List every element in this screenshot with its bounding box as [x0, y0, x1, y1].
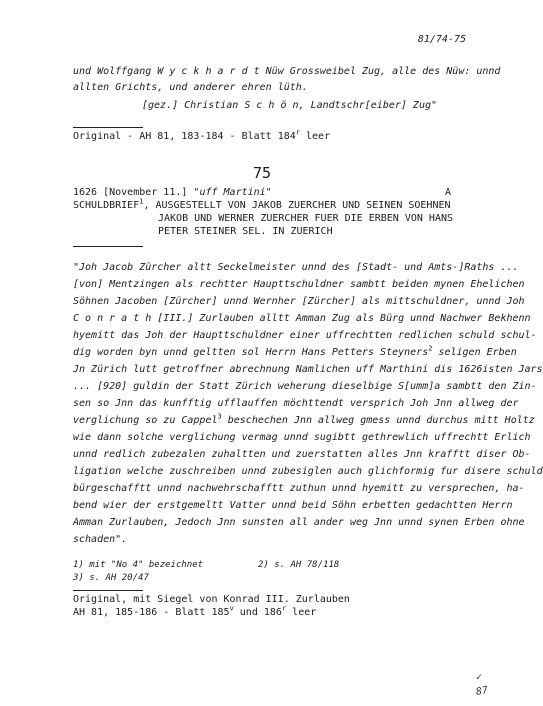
body-line-10-text: verglichung so zu Cappel — [73, 415, 218, 426]
folio-number: 87 — [475, 685, 489, 698]
body-line: wie dann solche verglichung vermag unnd sugibtt gethrewlich uffrechtt Erlich — [73, 432, 531, 443]
footnote-separator — [73, 590, 143, 591]
body-line — [73, 344, 517, 358]
date-note: "uff Martini" — [193, 187, 272, 198]
body-line: bürgeschafftt unnd nachwehrschafftt zuthun unnd hyemitt zu versprechen, ha- — [73, 483, 525, 494]
body-line: sen so Jnn das kunfftig ufflauffen möchttendt versprich Joh Jnn allweg der — [73, 398, 519, 409]
body-line: bend wier der erstgemeltt Vatter unnd beid Söhn erbetten gedachtten Herrn — [73, 500, 513, 511]
body-line: schaden". — [73, 534, 128, 545]
prev-doc-separator — [73, 127, 143, 128]
document-title-line-2: JAKOB UND WERNER ZUERCHER FUER DIE ERBEN VON HANS — [158, 213, 454, 224]
title-separator — [73, 246, 143, 247]
body-line-10-tail: beschechen Jnn allweg gmess unnd durchus mitt Holtz — [221, 415, 535, 426]
source-tail: leer — [286, 607, 317, 618]
body-line: C o n r a t h [III.] Zurlauben alltt Amman Zug als Bürg unnd Nachwer Bekhenn — [73, 313, 531, 324]
body-line: unnd redlich zubezalen zuhaltten und zuerstatten alles Jnn krafftt diser Ob- — [73, 449, 531, 460]
prev-doc-signature: [gez.] Christian S c h ö n, Landtschr[eiber] Zug" — [142, 100, 438, 111]
footnote-3: 3) s. AH 20/47 — [73, 573, 149, 583]
footnote-ref-3: 3 — [217, 412, 222, 421]
document-date — [73, 187, 272, 198]
source-sup-v: v — [229, 604, 234, 613]
prev-doc-line-1: und Wolffgang W y c k h a r d t Nüw Grossweibel Zug, alle des Nüw: unnd — [73, 66, 501, 77]
page-reference: 81/74-75 — [417, 34, 466, 45]
body-line — [73, 412, 535, 426]
body-line: hyemitt das Joh der Haupttschuldner einer uffrechtten redlichen schuld schul- — [73, 330, 537, 341]
source-line-2 — [73, 604, 317, 618]
body-line: Jn Zürich lutt getroffner abrechnung Namlichen uff Marthini dis 1626isten Jars — [73, 364, 543, 375]
footnote-1: 1) mit "No 4" bezeichnet — [73, 560, 204, 570]
prev-doc-source-sup: r — [295, 128, 300, 137]
source-line-1: Original, mit Siegel von Konrad III. Zurlauben — [73, 594, 350, 605]
document-title-line-3: PETER STEINER SEL. IN ZUERICH — [158, 226, 333, 237]
prev-doc-source-text: Original - AH 81, 183-184 - Blatt 184 — [73, 131, 296, 142]
document-number: 75 — [253, 164, 272, 182]
title-footnote-ref: 1 — [139, 197, 144, 206]
title-rest: , AUSGESTELLT VON JAKOB ZUERCHER UND SEINEN SOEHNEN — [143, 200, 451, 211]
prev-doc-source — [73, 128, 331, 142]
body-line: Amman Zurlauben, Jedoch Jnn sunsten all ander weg Jnn unnd synen Erben ohne — [73, 517, 525, 528]
footnote-ref-2: 2 — [428, 344, 433, 353]
title-word: SCHULDBRIEF — [73, 200, 140, 211]
footnote-2: 2) s. AH 78/118 — [258, 560, 340, 570]
date-text: 1626 [November 11.] — [73, 187, 188, 198]
body-line: ... [920] guldin der Statt Zürich weherung dieselbige S[umm]a sambtt den Zin- — [73, 381, 537, 392]
document-grade: A — [445, 187, 452, 198]
check-mark: ✓ — [476, 672, 483, 683]
body-line: [von] Mentzingen als rechtter Haupttschuldner sambtt beiden mynen Ehelichen — [73, 279, 525, 290]
body-line: ligation welche zuschreiben unnd zubesiglen auch glichformig fur disere schuld — [73, 466, 543, 477]
source-line-2-text: AH 81, 185-186 - Blatt 185 — [73, 607, 230, 618]
source-sup-r: r — [281, 604, 287, 613]
body-line-6-tail: seligen Erben — [432, 347, 517, 358]
body-line: "Joh Jacob Zürcher altt Seckelmeister unnd des [Stadt- und Amts-]Raths ... — [73, 262, 519, 273]
document-title-line-1 — [73, 197, 451, 211]
body-line: Söhnen Jacoben [Zürcher] unnd Wernher [Zürcher] als mittschuldner, unnd Joh — [73, 296, 525, 307]
prev-doc-source-tail: leer — [299, 131, 331, 142]
prev-doc-line-2: allten Grichts, und anderer ehren lüth. — [73, 82, 308, 93]
body-line-6-text: dig worden byn unnd geltten sol Herrn Hans Petters Steyners — [73, 347, 429, 358]
source-mid: und 186 — [233, 607, 282, 618]
